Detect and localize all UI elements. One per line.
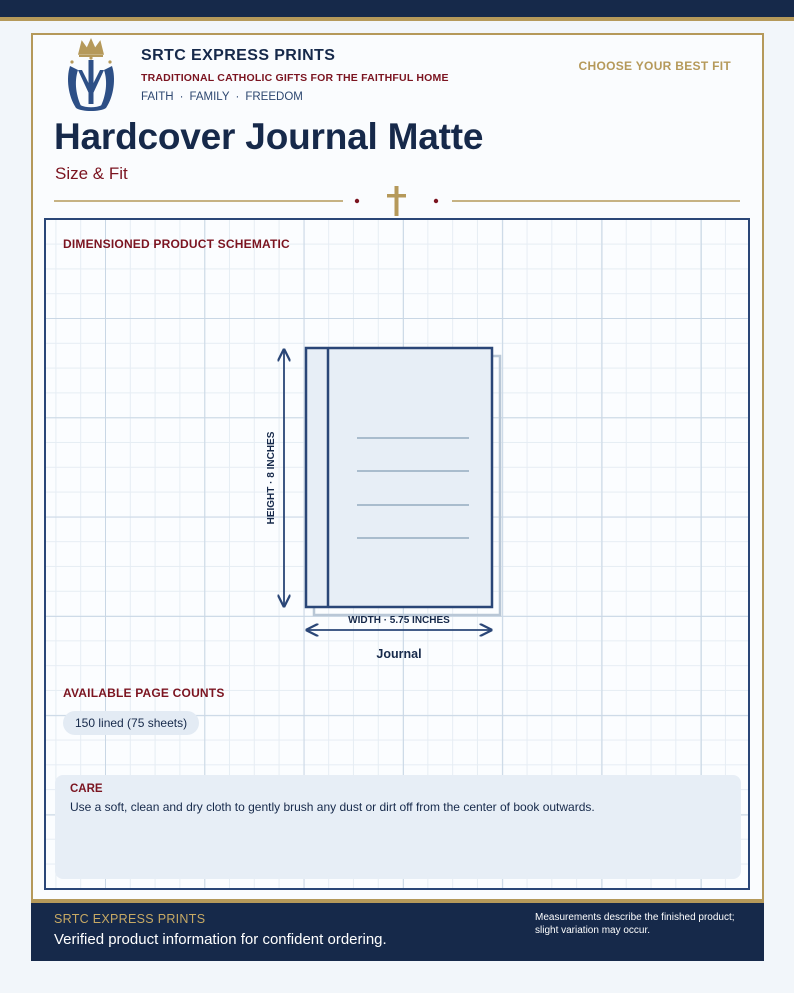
marian-monogram-crown-icon [62, 38, 120, 112]
product-schematic [44, 218, 750, 890]
care-label: CARE [70, 783, 103, 795]
brand-values [141, 91, 303, 103]
page-counts-label: AVAILABLE PAGE COUNTS [63, 686, 225, 700]
value-separator: · [235, 91, 240, 103]
width-label: WIDTH · 5.75 INCHES [348, 615, 450, 626]
page-subtitle: Size & Fit [55, 164, 128, 183]
page-title: Hardcover Journal Matte [54, 116, 484, 157]
divider-dot-right [434, 199, 438, 203]
value-family: FAMILY [189, 91, 230, 103]
height-label: HEIGHT · 8 INCHES [266, 431, 277, 525]
care-box [55, 775, 741, 879]
brand-tagline: TRADITIONAL CATHOLIC GIFTS FOR THE FAITHFUL HOME [141, 72, 449, 84]
care-text: Use a soft, clean and dry cloth to gently brush any dust or dirt off from the center of book outwards. [70, 800, 595, 814]
top-bar [0, 0, 794, 17]
value-freedom: FREEDOM [245, 91, 303, 103]
footer-text: Verified product information for confident ordering. [54, 931, 387, 948]
footer-note: Measurements describe the finished product; slight variation may occur. [535, 912, 735, 936]
page-count-chip: 150 lined (75 sheets) [63, 711, 199, 735]
product-name: Journal [376, 647, 422, 661]
ornamental-divider [54, 184, 740, 218]
top-gold-rule [0, 17, 794, 21]
value-faith: FAITH [141, 91, 174, 103]
brand-name: SRTC EXPRESS PRINTS [141, 47, 336, 64]
fit-label: CHOOSE YOUR BEST FIT [578, 59, 731, 73]
divider-dot-left [355, 199, 359, 203]
journal-cover [306, 348, 492, 607]
cross-icon [387, 186, 406, 216]
value-separator: · [179, 91, 184, 103]
footer-brand: SRTC EXPRESS PRINTS [54, 912, 206, 926]
footer [31, 903, 764, 961]
schematic-label: DIMENSIONED PRODUCT SCHEMATIC [63, 237, 290, 251]
